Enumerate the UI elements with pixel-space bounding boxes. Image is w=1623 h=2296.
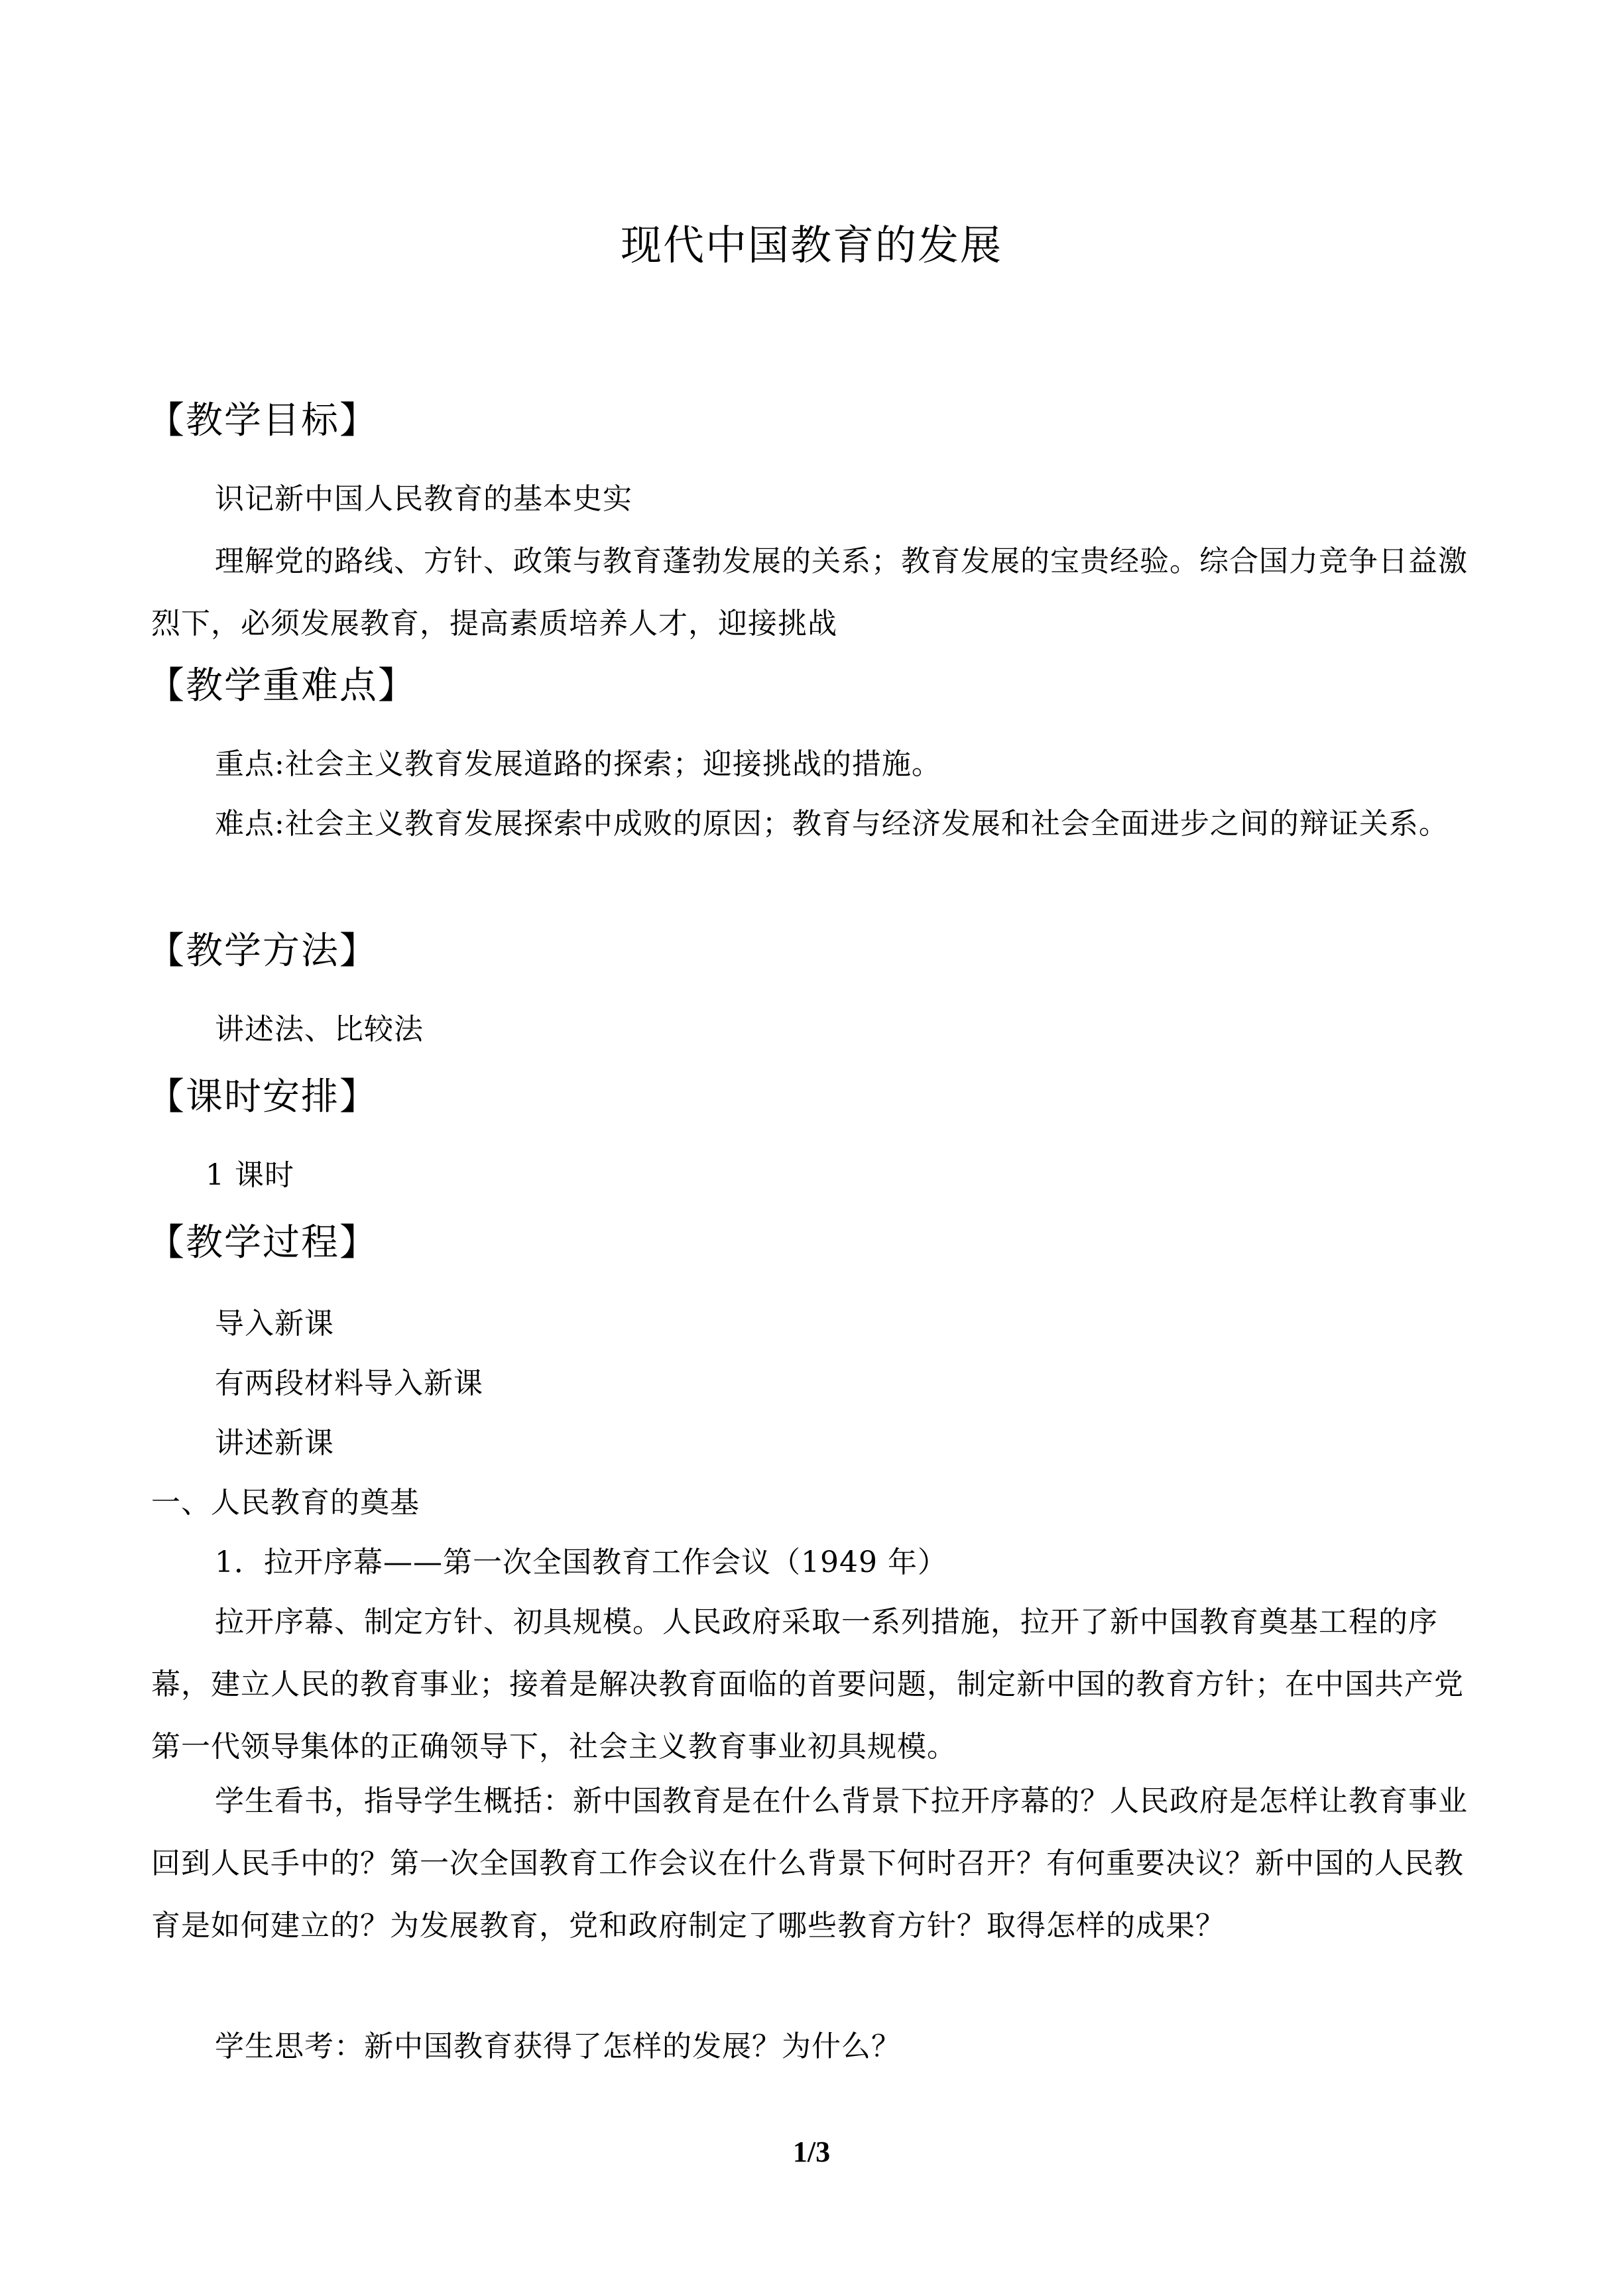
page-title: 现代中国教育的发展: [620, 221, 1002, 269]
paragraph-process-1: 导入新课: [215, 1307, 334, 1341]
subsection-heading-1: 1．拉开序幕——第一次全国教育工作会议（1949 年）: [215, 1545, 947, 1579]
page-number: 1/3: [792, 2136, 831, 2168]
heading-key-points: 【教学重难点】: [147, 664, 416, 707]
paragraph-goals-1: 识记新中国人民教育的基本史实: [215, 482, 632, 516]
heading-teaching-goals: 【教学目标】: [147, 399, 378, 442]
paragraph-methods: 讲述法、比较法: [215, 1012, 424, 1046]
paragraph-keypoints-1: 重点:社会主义教育发展道路的探索；迎接挑战的措施。: [215, 747, 941, 781]
paragraph-goals-2: 理解党的路线、方针、政策与教育蓬勃发展的关系；教育发展的宝贵经验。综合国力竞争日益激烈下，必须发展教育，提高素质培养人才，迎接挑战: [151, 544, 1468, 640]
section-heading-1: 一、人民教育的奠基: [151, 1486, 420, 1520]
heading-teaching-process: 【教学过程】: [147, 1221, 378, 1264]
paragraph-keypoints-2: 难点:社会主义教育发展探索中成败的原因；教育与经济发展和社会全面进步之间的辩证关系。: [215, 807, 1449, 841]
heading-teaching-methods: 【教学方法】: [147, 930, 378, 973]
paragraph-process-3: 讲述新课: [215, 1426, 334, 1460]
paragraph-schedule: 1 课时: [206, 1158, 294, 1192]
paragraph-process-2: 有两段材料导入新课: [215, 1366, 483, 1400]
paragraph-process-8: 学生思考：新中国教育获得了怎样的发展？为什么？: [215, 2029, 901, 2063]
paragraph-process-7: 学生看书，指导学生概括：新中国教育是在什么背景下拉开序幕的？人民政府是怎样让教育事业回到人民手中的？第一次全国教育工作会议在什么背景下何时召开？有何重要决议？新中国的人民教育是如何建立的？为发展教育，党和政府制定了哪些教育方针？取得怎样的成果？: [151, 1784, 1468, 1943]
paragraph-process-6: 拉开序幕、制定方针、初具规模。人民政府采取一系列措施，拉开了新中国教育奠基工程的序幕，建立人民的教育事业；接着是解决教育面临的首要问题，制定新中国的教育方针；在中国共产党第一代领导集体的正确领导下，社会主义教育事业初具规模。: [151, 1605, 1464, 1764]
heading-schedule: 【课时安排】: [147, 1075, 378, 1118]
